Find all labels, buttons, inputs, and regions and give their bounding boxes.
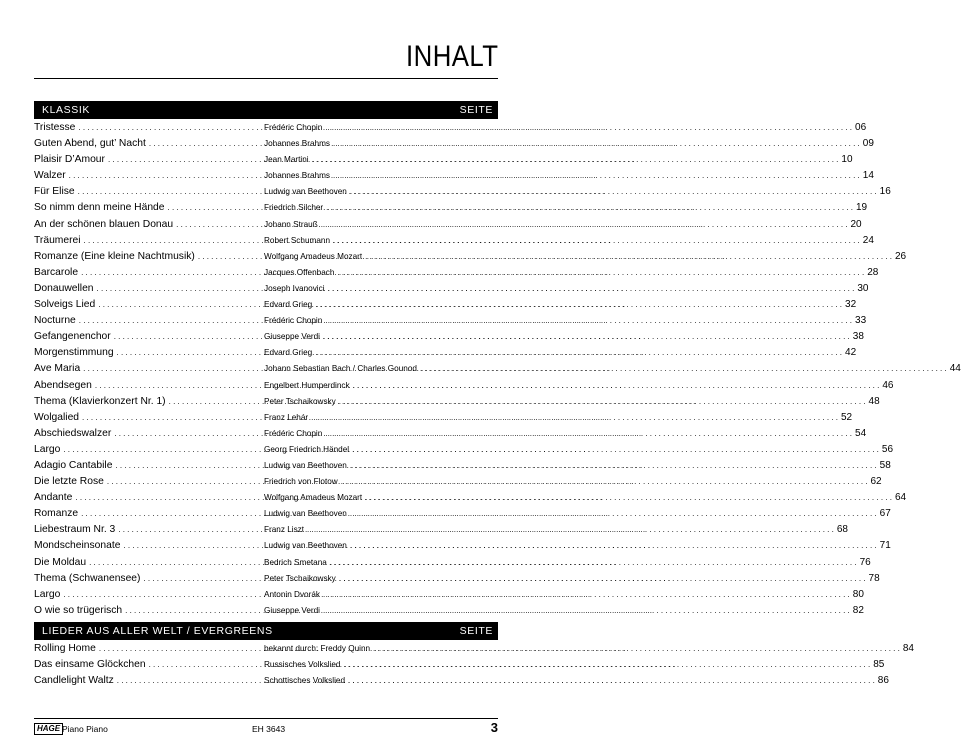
leader-dots [338, 477, 871, 486]
entry-composer: Peter Tschaikowsky [264, 573, 336, 583]
leader-dots [417, 364, 950, 373]
toc-entry [34, 659, 885, 675]
entry-title: Largo [34, 588, 61, 600]
entry-page: 84 [902, 643, 914, 654]
toc-entry [34, 443, 894, 460]
entry-page: 20 [850, 218, 862, 230]
section-label: KLASSIK [42, 104, 90, 116]
entry-composer: Giuseppe Verdi [264, 605, 320, 615]
entry-composer-group [264, 236, 863, 245]
entry-page: 33 [855, 315, 867, 327]
toc-entry [34, 282, 869, 299]
entry-page: 86 [877, 675, 889, 687]
entry-title: Das einsame Glöckchen [34, 659, 146, 671]
entry-title: Die letzte Rose [34, 476, 104, 488]
leader-dots [349, 445, 882, 454]
toc-entry [34, 556, 871, 573]
entry-title: Wolgalied [34, 411, 80, 423]
entry-title: Romanze (Eine kleine Nachtmusik) [34, 250, 195, 262]
entry-composer: Johann Strauß [264, 219, 318, 229]
entry-title-group [34, 331, 264, 342]
leader-dots [370, 644, 903, 653]
toc-entry [34, 427, 867, 444]
leader-dots [362, 493, 895, 502]
entry-list [34, 643, 914, 691]
entry-title-group [34, 235, 264, 246]
leader-dots [320, 332, 853, 341]
entry-composer: Wolfgang Amadeus Mozart [264, 493, 363, 503]
entry-title-group [34, 573, 264, 584]
leader-dots [320, 590, 853, 599]
leader-dots [325, 284, 858, 293]
entry-title: So nimm denn meine Hände [34, 202, 165, 214]
leader-dots [322, 316, 855, 325]
entry-page: 32 [845, 299, 857, 311]
toc-entry [34, 250, 907, 267]
entry-composer: Georg Friedrich Händel [264, 444, 350, 454]
entry-composer-group [264, 477, 871, 486]
entry-title: Barcarole [34, 266, 79, 278]
entry-composer: Franz Lehár [264, 412, 309, 422]
entry-composer-group [264, 445, 882, 454]
entry-composer-group [264, 541, 880, 550]
entry-composer: Giuseppe Verdi [264, 332, 320, 342]
entry-composer: Jacques Offenbach [264, 267, 335, 277]
section-seite-label: SEITE [459, 625, 493, 637]
leader-dots [308, 413, 841, 422]
entry-title-group [34, 219, 264, 230]
toc-entry [34, 459, 891, 476]
entry-composer-group [264, 284, 857, 293]
entry-composer-group [264, 660, 873, 669]
leader-dots [312, 348, 845, 357]
entry-composer: bekannt durch: Freddy Quinn [264, 644, 371, 653]
leader-dots [330, 236, 863, 245]
leader-dots [320, 606, 853, 615]
entry-composer: Wolfgang Amadeus Mozart [264, 251, 363, 261]
toc-entry [34, 154, 853, 170]
entry-composer-group [264, 381, 882, 390]
leader-dots [309, 155, 842, 164]
entry-title: Gefangenenchor [34, 331, 111, 343]
entry-page: 64 [894, 492, 907, 504]
toc-entry [34, 675, 889, 691]
leader-dots [304, 525, 837, 534]
entry-title-group [34, 283, 264, 294]
toc-entry [34, 411, 853, 428]
page-number: 3 [490, 720, 498, 735]
entry-composer-group [264, 268, 867, 277]
entry-title: Plaisir D’Amour [34, 154, 105, 166]
entry-composer: Friedrich von Flotow [264, 477, 338, 487]
entry-composer-group [264, 413, 841, 422]
entry-composer-group [264, 590, 853, 599]
entry-composer-group [264, 429, 855, 438]
entry-page: 19 [855, 202, 868, 214]
entry-composer-group [264, 155, 841, 164]
entry-composer: Bedrich Smetana [264, 557, 327, 567]
entry-page: 78 [868, 572, 880, 584]
entry-title-group [34, 444, 264, 455]
entry-title: Walzer [34, 170, 66, 182]
entry-page: 68 [836, 524, 848, 536]
entry-title: Adagio Cantabile [34, 459, 113, 471]
entry-composer: Johannes Brahms [264, 171, 330, 181]
entry-title-group [34, 508, 264, 519]
title-divider [34, 78, 498, 79]
entry-title-group [34, 643, 264, 654]
entry-list [34, 122, 961, 621]
entry-composer-group [264, 300, 845, 309]
entry-title-group [34, 659, 264, 670]
entry-title: Morgenstimmung [34, 347, 114, 359]
entry-title-group [34, 122, 264, 133]
entry-page: 56 [881, 443, 894, 455]
entry-title: Mondscheinsonate [34, 540, 121, 552]
entry-page: 06 [855, 122, 867, 133]
entry-composer: Friedrich Silcher [264, 203, 324, 213]
entry-page: 28 [867, 266, 879, 278]
entry-page: 26 [894, 250, 907, 262]
entry-title: Romanze [34, 508, 79, 520]
entry-page: 42 [845, 347, 857, 359]
toc-entry [34, 604, 864, 621]
section-seite-label: SEITE [459, 104, 493, 116]
toc-entry [34, 122, 867, 138]
entry-title: Träumerei [34, 234, 81, 246]
entry-title: Thema (Klavierkonzert Nr. 1) [34, 395, 166, 407]
entry-composer: Edvard Grieg [264, 300, 313, 310]
entry-title-group [34, 605, 264, 616]
entry-composer-group [264, 509, 880, 518]
toc-entry [34, 363, 961, 379]
section-lieder-evergreens [34, 622, 914, 691]
entry-composer: Johann Sebastian Bach / Charles Gounod [264, 364, 417, 374]
entry-title: Donauwellen [34, 282, 94, 294]
toc-entry [34, 643, 914, 659]
entry-title-group [34, 589, 264, 600]
leader-dots [312, 300, 845, 309]
entry-composer: Johannes Brahms [264, 139, 330, 149]
toc-entry [34, 234, 874, 251]
entry-composer: Russisches Volkslied [264, 660, 341, 670]
footer-divider [34, 718, 498, 719]
leader-dots [350, 381, 883, 390]
entry-page: 67 [879, 508, 891, 520]
entry-title-group [34, 154, 264, 165]
entry-page: 62 [870, 476, 882, 488]
toc-entry [34, 540, 891, 556]
entry-title: Abendsegen [34, 379, 92, 391]
entry-composer-group [264, 252, 895, 261]
entry-page: 30 [857, 282, 869, 294]
leader-dots [347, 461, 880, 470]
toc-entry [34, 138, 874, 154]
entry-title-group [34, 202, 264, 213]
leader-dots [330, 171, 863, 180]
entry-page: 54 [855, 427, 867, 439]
entry-title-group [34, 299, 264, 310]
entry-title-group [34, 363, 264, 374]
entry-page: 76 [859, 556, 871, 568]
entry-composer-group [264, 220, 851, 229]
entry-composer-group [264, 525, 837, 534]
entry-page: 14 [862, 170, 874, 182]
entry-title-group [34, 186, 264, 197]
entry-composer-group [264, 574, 869, 583]
entry-title: O wie so trügerisch [34, 604, 123, 616]
entry-composer-group [264, 203, 856, 212]
entry-title-group [34, 412, 264, 423]
leader-dots [318, 220, 851, 229]
entry-composer: Jean Martini [264, 155, 309, 165]
entry-composer-group [264, 397, 869, 406]
toc-entry [34, 299, 857, 315]
toc-entry [34, 476, 882, 492]
entry-page: 24 [862, 234, 874, 246]
entry-composer: Ludwig van Beethoven [264, 541, 347, 551]
entry-composer: Engelbert Humperdinck [264, 380, 350, 390]
leader-dots [347, 541, 880, 550]
entry-title-group [34, 492, 264, 503]
entry-title: An der schönen blauen Donau [34, 218, 174, 230]
entry-title-group [34, 557, 264, 568]
toc-entry [34, 202, 868, 218]
leader-dots [322, 429, 855, 438]
section-label: LIEDER AUS ALLER WELT / EVERGREENS [42, 625, 273, 637]
leader-dots [345, 676, 878, 685]
leader-dots [334, 268, 867, 277]
entry-composer: Frédéric Chopin [264, 428, 323, 438]
entry-composer-group [264, 364, 950, 373]
entry-composer-group [264, 348, 845, 357]
entry-title-group [34, 540, 264, 551]
entry-title-group [34, 267, 264, 278]
entry-title: Tristesse [34, 122, 76, 133]
leader-dots [347, 509, 880, 518]
entry-composer: Franz Liszt [264, 525, 305, 535]
entry-title: Liebestraum Nr. 3 [34, 524, 116, 536]
entry-title-group [34, 380, 264, 391]
entry-composer: Ludwig van Beethoven [264, 460, 347, 470]
leader-dots [322, 123, 855, 132]
leader-dots [336, 397, 869, 406]
entry-title: Für Elise [34, 186, 75, 198]
entry-page: 10 [841, 154, 853, 166]
entry-page: 38 [852, 331, 864, 343]
entry-title-group [34, 347, 264, 358]
entry-page: 85 [873, 659, 885, 671]
entry-title-group [34, 460, 264, 471]
entry-composer-group [264, 332, 853, 341]
entry-page: 46 [882, 379, 894, 391]
entry-page: 80 [852, 588, 864, 600]
entry-composer: Frédéric Chopin [264, 316, 323, 326]
entry-title: Solveigs Lied [34, 299, 96, 311]
toc-entry [34, 315, 867, 331]
toc-entry [34, 379, 894, 396]
entry-title: Guten Abend, gut’ Nacht [34, 138, 146, 150]
section-header [34, 622, 498, 640]
leader-dots [362, 252, 895, 261]
section-header [34, 101, 498, 119]
toc-entry [34, 186, 891, 202]
entry-title: Andante [34, 492, 73, 504]
toc-entry [34, 331, 864, 347]
leader-dots [347, 187, 880, 196]
entry-title: Largo [34, 443, 61, 455]
entry-title: Candlelight Waltz [34, 675, 114, 687]
entry-title-group [34, 396, 264, 407]
entry-composer-group [264, 139, 863, 148]
toc-entry [34, 170, 874, 186]
entry-composer: Frédéric Chopin [264, 123, 323, 132]
entry-page: 44 [949, 363, 961, 375]
entry-title: Abschiedswalzer [34, 427, 112, 439]
entry-page: 09 [862, 138, 874, 150]
entry-composer-group [264, 493, 895, 502]
page-title: INHALT [405, 40, 498, 73]
toc-entry [34, 492, 907, 508]
toc-entry [34, 218, 862, 235]
entry-page: 82 [852, 604, 864, 616]
entry-title: Ave Maria [34, 363, 81, 375]
entry-composer-group [264, 644, 903, 653]
entry-composer: Ludwig van Beethoven [264, 509, 347, 519]
edition-code: EH 3643 [252, 724, 286, 734]
entry-title-group [34, 251, 264, 262]
entry-page: 58 [879, 459, 891, 471]
entry-title-group [34, 170, 264, 181]
toc-entry [34, 524, 848, 540]
series-name: Piano Piano [62, 724, 108, 734]
leader-dots [340, 660, 873, 669]
leader-dots [336, 574, 869, 583]
entry-title: Die Moldau [34, 556, 87, 568]
publisher-logo: HAGE [34, 723, 63, 735]
entry-title-group [34, 476, 264, 487]
entry-composer-group [264, 123, 855, 132]
leader-dots [330, 139, 863, 148]
entry-title-group [34, 675, 264, 686]
entry-composer: Peter Tschaikowsky [264, 396, 336, 406]
leader-dots [327, 558, 860, 567]
toc-entry [34, 347, 857, 363]
toc-entry [34, 266, 879, 283]
entry-composer: Edvard Grieg [264, 348, 313, 358]
entry-title-group [34, 524, 264, 535]
toc-entry [34, 508, 891, 524]
entry-title-group [34, 138, 264, 149]
entry-composer: Antonin Dvorák [264, 589, 320, 599]
entry-composer: Robert Schumann [264, 235, 330, 245]
entry-page: 52 [840, 411, 853, 423]
entry-composer: Joseph Ivanovici [264, 283, 325, 293]
entry-page: 71 [879, 540, 891, 552]
toc-entry [34, 588, 864, 605]
entry-title-group [34, 428, 264, 439]
entry-title: Thema (Schwanensee) [34, 572, 141, 584]
entry-composer-group [264, 676, 878, 685]
entry-composer: Schottisches Volkslied [264, 676, 346, 686]
entry-page: 16 [879, 186, 891, 198]
entry-composer-group [264, 187, 880, 196]
entry-composer-group [264, 316, 855, 325]
leader-dots [323, 203, 856, 212]
entry-composer-group [264, 171, 863, 180]
entry-title: Rolling Home [34, 643, 96, 654]
entry-composer-group [264, 558, 860, 567]
entry-page: 48 [868, 395, 880, 407]
toc-entry [34, 395, 880, 412]
entry-title-group [34, 315, 264, 326]
entry-composer: Ludwig van Beethoven [264, 187, 347, 197]
entry-composer-group [264, 461, 880, 470]
section-klassik [34, 101, 961, 621]
entry-composer-group [264, 606, 853, 615]
entry-title: Nocturne [34, 315, 76, 327]
toc-entry [34, 572, 880, 589]
